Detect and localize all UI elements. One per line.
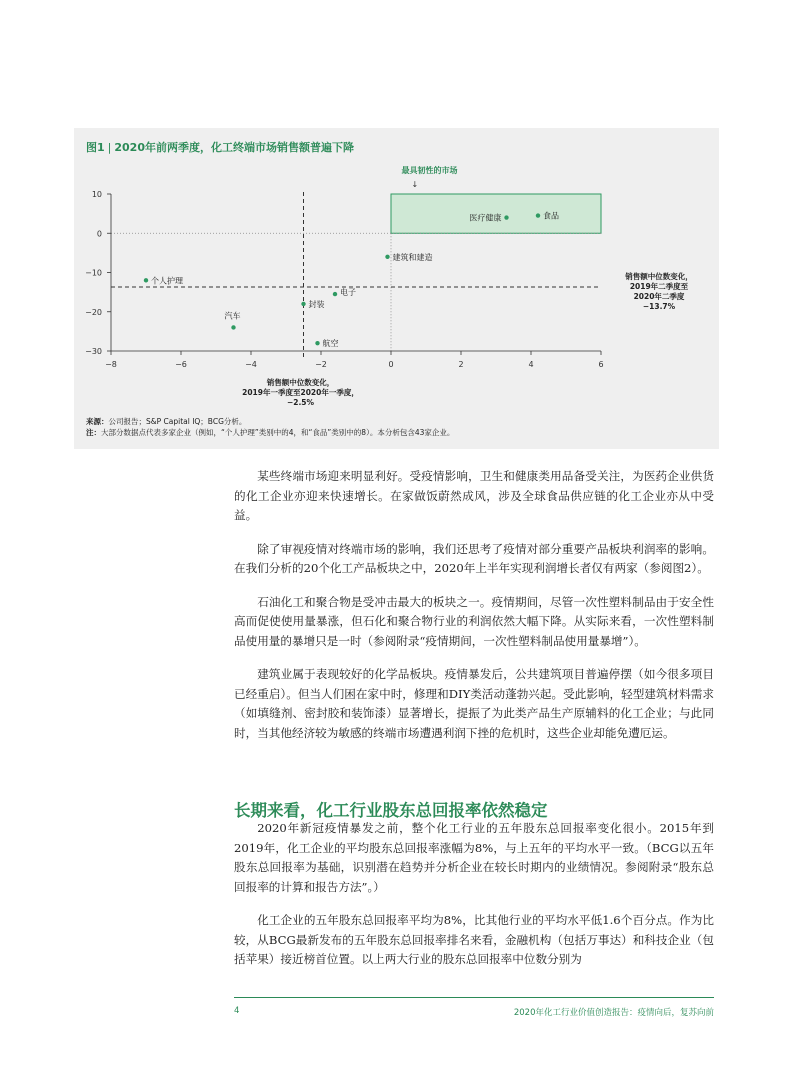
data-point [301,302,305,306]
point-label: 医疗健康 [469,213,502,223]
y-tick-label: −20 [85,307,102,317]
x-tick-label: 0 [388,360,394,369]
figure-1 [74,128,719,449]
point-label: 电子 [340,288,356,298]
median-y-annotation: 销售额中位数变化， [625,272,693,282]
point-label: 食品 [543,211,559,221]
point-label: 封装 [308,299,325,309]
paragraph: 石油化工和聚合物是受冲击最大的板块之一。疫情期间，尽管一次性塑料制品由于安全性高而促使使用量暴涨，但石化和聚合物行业的利润依然大幅下降。从实际来看，一次性塑料制品使用量的暴增只是一时（参阅附录“疫情期间，一次性塑料制品使用量暴增”）。 [234,594,714,648]
y-tick-label: −30 [85,347,102,356]
median-x-annotation: −2.5% [286,398,315,407]
point-label: 汽车 [224,311,241,321]
paragraph: 某些终端市场迎来明显利好。受疫情影响，卫生和健康类用品备受关注，为医药企业供货的化工企业亦迎来快速增长。在家做饭蔚然成风，涉及全球食品供应链的化工企业亦从中受益。 [234,469,714,522]
y-tick-label: 10 [91,190,102,199]
data-point [231,325,235,329]
figure-notes [86,416,454,438]
median-y-annotation: 2019年二季度至 [629,282,689,292]
footer-doc-title: 2020年化工行业价值创造报告：疫情向后，复苏向前 [513,1008,714,1018]
x-tick-label: −8 [105,360,117,369]
data-point [536,213,540,217]
point-label: 建筑和建造 [392,252,433,262]
body-paragraphs [234,467,714,757]
data-point [333,292,337,296]
point-label: 航空 [322,339,339,349]
page-number: 4 [234,1006,240,1016]
data-point [504,215,508,219]
scatter-chart [74,128,719,449]
figure-title: 图1 | 2020年前两季度，化工终端市场销售额普遍下降 [86,141,354,154]
section-paragraphs [234,819,714,984]
data-point [385,255,389,259]
paragraph: 化工企业的五年股东总回报率平均为8%，比其他行业的平均水平低1.6个百分点。作为比较，从BCG最新发布的五年股东总回报率排名来看，金融机构（包括万事达）和科技企业（包括苹果）接近榜首位置。以上两大行业的股东总回报率中位数分别为 [234,913,714,966]
down-arrow-icon: ↓ [411,180,419,189]
data-point [144,278,148,282]
median-x-annotation: 2019年一季度至2020年一季度， [242,388,359,397]
median-y-annotation: −13.7% [642,302,676,312]
x-tick-label: −2 [315,360,327,369]
paragraph: 建筑业属于表现较好的化学品板块。疫情暴发后，公共建筑项目普遍停摆（如今很多项目已经重启）。但当人们困在家中时，修理和DIY类活动蓬勃兴起。受此影响，轻型建筑材料需求（如填缝剂、密封胶和装饰漆）显著增长，提振了为此类产品生产原辅料的化工企业；与此同时，当其他经济较为敏感的终端市场遭遇利润下挫的危机时，这些企业却能免遭厄运。 [234,667,714,740]
data-point [315,341,319,345]
paragraph: 2020年新冠疫情暴发之前，整个化工行业的五年股东总回报率变化很小。2015年到2019年，化工企业的平均股东总回报率涨幅为8%，与上五年的平均水平一致。（BCG以五年股东总回报率为基础，识别潜在趋势并分析企业在较长时期内的业绩情况。参阅附录“股东总回报率的计算和报告方法”。） [234,821,714,894]
resilient-label: 最具韧性的市场 [401,166,458,175]
point-label: 个人护理 [151,276,183,286]
x-tick-label: −4 [245,360,257,369]
median-x-annotation: 销售额中位数变化， [266,378,335,387]
median-y-annotation: 2020年二季度 [633,292,685,302]
x-tick-label: −6 [175,360,187,369]
y-tick-label: 0 [96,229,102,239]
paragraph: 除了审视疫情对终端市场的影响，我们还思考了疫情对部分重要产品板块利润率的影响。在我们分析的20个化工产品板块之中，2020年上半年实现利润增长者仅有两家（参阅图2）。 [234,541,714,575]
x-tick-label: 6 [598,360,604,369]
note-line: 注：大部分数据点代表多家企业（例如，“个人护理”类别中的4，和“食品”类别中的8）。本分析包含43家企业。 [86,428,455,437]
x-tick-label: 2 [458,360,464,369]
y-tick-label: −10 [85,268,102,278]
footer-rule [234,997,714,998]
source-line: 来源：公司报告；S&P Capital IQ；BCG分析。 [86,417,247,426]
x-tick-label: 4 [528,360,534,369]
section-heading: 长期来看，化工行业股东总回报率依然稳定 [234,801,548,820]
